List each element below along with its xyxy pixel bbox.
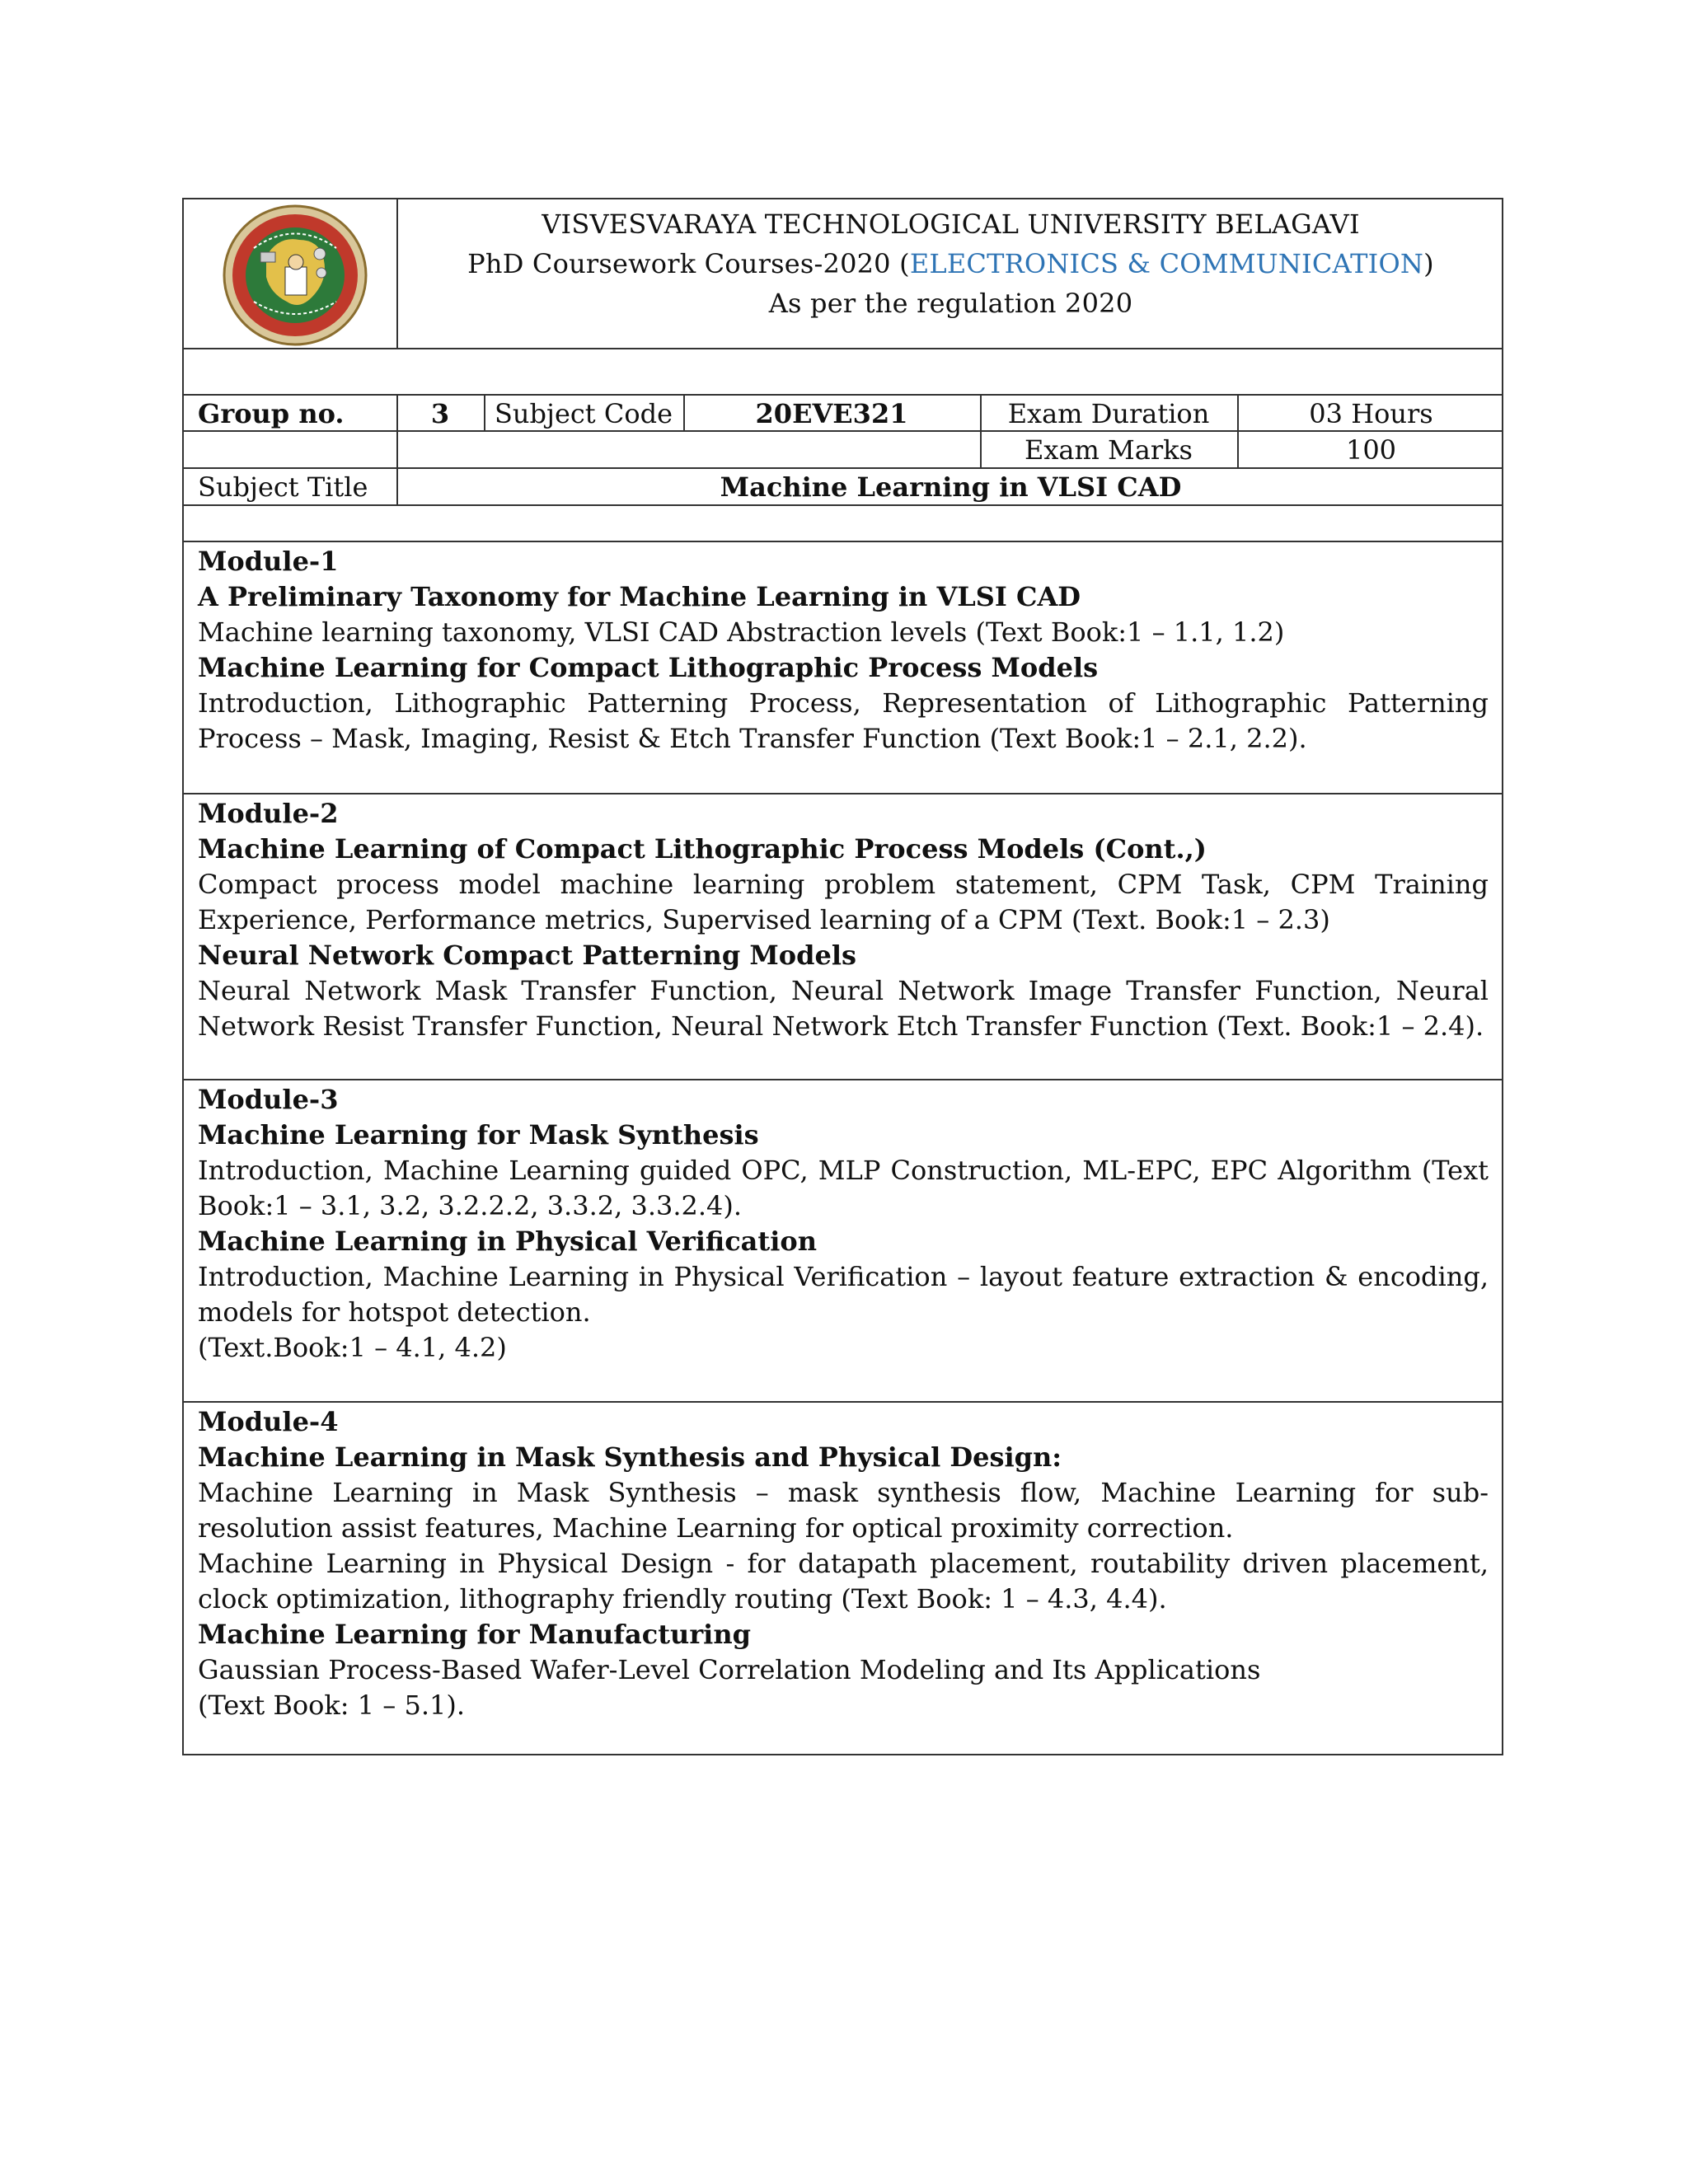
module-heading: Module-2 xyxy=(198,798,339,829)
module-3 xyxy=(198,1082,1489,1366)
course-suffix: ) xyxy=(1423,248,1434,279)
module-reference: (Text.Book:1 – 4.1, 4.2) xyxy=(198,1332,507,1363)
module-1 xyxy=(198,544,1489,757)
module-topic-text: Introduction, Lithographic Patterning Process, Representation of Lithographic Patterning Process – Mask, Imaging, Resist & Etch Transfer Function (Text Book:1 – 2.1, 2.2). xyxy=(198,687,1489,754)
module-topic-title: Machine Learning in Mask Synthesis and Physical Design: xyxy=(198,1441,1062,1473)
subject-code-label: Subject Code xyxy=(495,398,673,429)
syllabus-table xyxy=(182,198,1503,1755)
subject-title-label: Subject Title xyxy=(198,471,368,503)
divider xyxy=(396,199,398,348)
module-topic-text: Neural Network Mask Transfer Function, Neural Network Image Transfer Function, Neural Network Resist Transfer Function, Neural Network Etch Transfer Function (Text. Book:1 – 2.4). xyxy=(198,975,1489,1042)
group-label: Group no. xyxy=(198,398,345,429)
divider xyxy=(184,394,1502,396)
divider xyxy=(184,467,1502,469)
department-name: ELECTRONICS & COMMUNICATION xyxy=(909,248,1424,279)
module-topic-text: Machine Learning in Physical Design - for datapath placement, routability driven placement, clock optimization, lithography friendly routing (Text Book: 1 – 4.3, 4.4). xyxy=(198,1548,1489,1615)
divider xyxy=(184,504,1502,506)
module-topic-title: Machine Learning for Compact Lithographic Process Models xyxy=(198,652,1099,683)
module-topic-title: Machine Learning for Mask Synthesis xyxy=(198,1119,759,1151)
divider xyxy=(184,1079,1502,1080)
course-prefix: PhD Coursework Courses-2020 ( xyxy=(467,248,910,279)
exam-duration-value: 03 Hours xyxy=(1309,398,1433,429)
module-topic-title: Machine Learning in Physical Verification xyxy=(198,1226,817,1257)
module-topic-title: Neural Network Compact Patterning Models xyxy=(198,940,856,971)
exam-marks-value: 100 xyxy=(1345,434,1397,466)
divider xyxy=(184,1401,1502,1403)
divider xyxy=(184,430,1502,432)
module-heading: Module-3 xyxy=(198,1084,339,1115)
subject-code-value: 20EVE321 xyxy=(755,398,908,429)
module-topic-title: A Preliminary Taxonomy for Machine Learning in VLSI CAD xyxy=(198,581,1081,612)
divider xyxy=(184,348,1502,349)
module-heading: Module-4 xyxy=(198,1406,339,1437)
module-heading: Module-1 xyxy=(198,546,339,577)
module-topic-text: Introduction, Machine Learning in Physical Verification – layout feature extraction & encoding, models for hotspot detection. xyxy=(198,1261,1489,1328)
subject-title-value: Machine Learning in VLSI CAD xyxy=(720,471,1182,503)
group-value: 3 xyxy=(430,398,450,429)
module-topic-text: Compact process model machine learning problem statement, CPM Task, CPM Training Experience, Performance metrics, Supervised learning of a CPM (Text. Book:1 – 2.3) xyxy=(198,869,1489,935)
module-topic-text: Machine learning taxonomy, VLSI CAD Abstraction levels (Text Book:1 – 1.1, 1.2) xyxy=(198,616,1285,648)
university-name: VISVESVARAYA TECHNOLOGICAL UNIVERSITY BELAGAVI xyxy=(542,209,1360,240)
module-reference: (Text Book: 1 – 5.1). xyxy=(198,1690,465,1721)
course-line xyxy=(396,244,1505,284)
exam-marks-label: Exam Marks xyxy=(1025,434,1193,466)
exam-duration-label: Exam Duration xyxy=(1007,398,1210,429)
module-topic-text: Introduction, Machine Learning guided OPC, MLP Construction, ML-EPC, EPC Algorithm (Text Book:1 – 3.1, 3.2, 3.2.2.2, 3.3.2, 3.3.2.4). xyxy=(198,1155,1489,1221)
module-topic-text: Machine Learning in Mask Synthesis – mask synthesis flow, Machine Learning for sub-resolution assist features, Machine Learning for optical proximity correction. xyxy=(198,1477,1489,1544)
document-header xyxy=(396,199,1505,323)
regulation-line: As per the regulation 2020 xyxy=(768,288,1133,319)
module-4 xyxy=(198,1404,1489,1723)
university-seal-icon xyxy=(221,203,369,348)
divider xyxy=(184,793,1502,794)
module-topic-title: Machine Learning of Compact Lithographic Process Models (Cont.,) xyxy=(198,833,1207,865)
divider xyxy=(184,541,1502,542)
module-topic-text: Gaussian Process-Based Wafer-Level Correlation Modeling and Its Applications xyxy=(198,1654,1261,1685)
module-topic-title: Machine Learning for Manufacturing xyxy=(198,1619,751,1650)
module-2 xyxy=(198,796,1489,1044)
